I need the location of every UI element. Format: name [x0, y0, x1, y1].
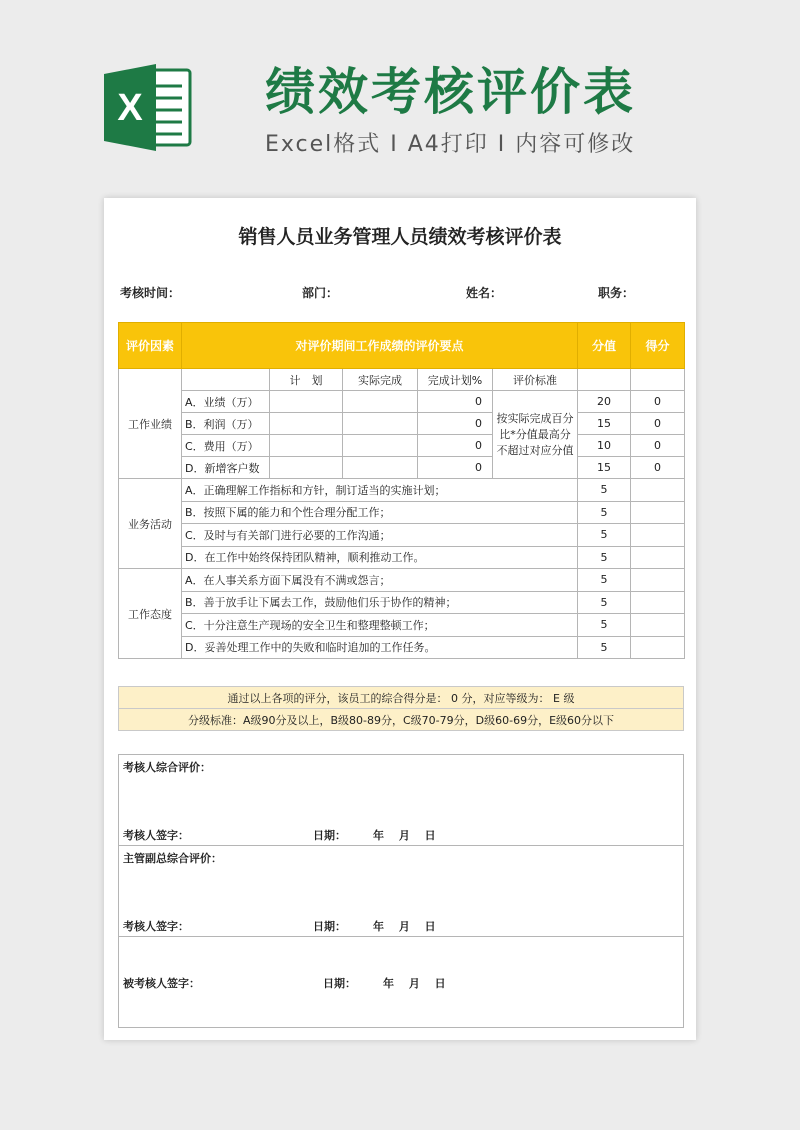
reviewer-comment-label: 考核人综合评价： — [123, 761, 211, 774]
got-cell[interactable] — [631, 524, 685, 547]
table-row — [119, 569, 685, 592]
summary-table — [118, 686, 684, 731]
score-cell: 5 — [578, 591, 631, 614]
header-points: 对评价期间工作成绩的评价要点 — [182, 323, 578, 369]
attitude-label: 工作态度 — [119, 569, 182, 659]
document-title: 销售人员业务管理人员绩效考核评价表 — [238, 226, 562, 248]
got-cell[interactable] — [631, 591, 685, 614]
actual-cell[interactable] — [343, 457, 418, 479]
plan-cell[interactable] — [270, 457, 343, 479]
activity-item: D．在工作中始终保持团队精神，顺利推动工作。 — [182, 546, 578, 569]
perf-item: C．费用（万） — [182, 435, 270, 457]
table-row — [119, 546, 685, 569]
actual-cell[interactable] — [343, 413, 418, 435]
actual-cell[interactable] — [343, 391, 418, 413]
table-row — [119, 524, 685, 547]
score-cell: 5 — [578, 636, 631, 659]
date-label: 日期： — [323, 977, 356, 990]
score-cell: 15 — [578, 413, 631, 435]
signature-table — [118, 754, 684, 1028]
got-cell[interactable] — [631, 479, 685, 502]
dept-label: 部门： — [302, 286, 339, 300]
reviewer-comment-box[interactable] — [119, 755, 684, 846]
table-row — [119, 501, 685, 524]
score-cell: 5 — [578, 546, 631, 569]
table-row — [119, 457, 685, 479]
manager-comment-box[interactable] — [119, 846, 684, 937]
name-label: 姓名： — [466, 286, 503, 300]
pct-cell: 0 — [418, 435, 493, 457]
activity-item: B．按照下属的能力和个性合理分配工作； — [182, 501, 578, 524]
pct-cell: 0 — [418, 457, 493, 479]
got-cell[interactable] — [631, 501, 685, 524]
header-factor: 评价因素 — [119, 323, 182, 369]
score-cell: 5 — [578, 479, 631, 502]
plan-cell[interactable] — [270, 413, 343, 435]
date-ymd: 年 月 日 — [373, 920, 436, 933]
got-cell[interactable]: 0 — [631, 413, 685, 435]
attitude-item: B．善于放手让下属去工作，鼓励他们乐于协作的精神； — [182, 591, 578, 614]
perf-item: D．新增客户数 — [182, 457, 270, 479]
banner-title: 绩效考核评价表 — [265, 63, 636, 121]
score-cell: 5 — [578, 614, 631, 637]
table-row — [119, 591, 685, 614]
got-cell[interactable]: 0 — [631, 435, 685, 457]
got-cell[interactable] — [631, 636, 685, 659]
date-ymd: 年 月 日 — [383, 977, 446, 990]
pct-cell: 0 — [418, 391, 493, 413]
perf-label: 工作业绩 — [119, 369, 182, 479]
time-label: 考核时间： — [120, 286, 181, 300]
logo-letter: X — [117, 87, 143, 129]
activity-item: A．正确理解工作指标和方针，制订适当的实施计划； — [182, 479, 578, 502]
header-score: 分值 — [578, 323, 631, 369]
summary-score-line: 通过以上各项的评分，该员工的综合得分是： 0 分，对应等级为： E 级 — [119, 687, 684, 709]
date-label: 日期： — [313, 920, 346, 933]
table-row — [119, 636, 685, 659]
got-cell[interactable]: 0 — [631, 391, 685, 413]
perf-item: B．利润（万） — [182, 413, 270, 435]
table-row — [119, 413, 685, 435]
score-cell: 20 — [578, 391, 631, 413]
attitude-item: D．妥善处理工作中的失败和临时追加的工作任务。 — [182, 636, 578, 659]
reviewee-sign-box[interactable] — [119, 937, 684, 1028]
sub-std: 评价标准 — [493, 369, 578, 391]
date-label: 日期： — [313, 829, 346, 842]
score-cell: 5 — [578, 569, 631, 592]
got-cell[interactable] — [631, 569, 685, 592]
evaluation-table — [118, 322, 685, 659]
sub-plan: 计 划 — [270, 369, 343, 391]
perf-standard: 按实际完成百分比*分值最高分不超过对应分值 — [493, 391, 578, 479]
attitude-item: C．十分注意生产现场的安全卫生和整理整顿工作； — [182, 614, 578, 637]
sub-pct: 完成计划% — [418, 369, 493, 391]
activity-item: C．及时与有关部门进行必要的工作沟通； — [182, 524, 578, 547]
date-ymd: 年 月 日 — [373, 829, 436, 842]
banner — [0, 0, 800, 190]
score-cell: 5 — [578, 501, 631, 524]
pct-cell: 0 — [418, 413, 493, 435]
reviewer-sign-label: 考核人签字： — [123, 829, 189, 842]
manager-comment-label: 主管副总综合评价： — [123, 852, 222, 865]
got-cell[interactable]: 0 — [631, 457, 685, 479]
role-label: 职务： — [598, 286, 635, 300]
excel-logo-icon — [100, 60, 195, 155]
actual-cell[interactable] — [343, 435, 418, 457]
document-page — [104, 198, 696, 1040]
table-row — [119, 391, 685, 413]
reviewer-sign-label: 考核人签字： — [123, 920, 189, 933]
plan-cell[interactable] — [270, 435, 343, 457]
sub-actual: 实际完成 — [343, 369, 418, 391]
plan-cell[interactable] — [270, 391, 343, 413]
perf-item: A．业绩（万） — [182, 391, 270, 413]
got-cell[interactable] — [631, 614, 685, 637]
score-cell: 15 — [578, 457, 631, 479]
score-cell: 5 — [578, 524, 631, 547]
table-row — [119, 479, 685, 502]
table-row — [119, 435, 685, 457]
got-cell[interactable] — [631, 546, 685, 569]
summary-grade-standard: 分级标准：A级90分及以上，B级80-89分，C级70-79分，D级60-69分，E级60分以下 — [119, 709, 684, 731]
activity-label: 业务活动 — [119, 479, 182, 569]
header-got: 得分 — [631, 323, 685, 369]
banner-subtitle: Excel格式 I A4打印 I 内容可修改 — [265, 132, 636, 157]
table-row — [119, 614, 685, 637]
reviewee-sign-label: 被考核人签字： — [123, 977, 200, 990]
attitude-item: A．在人事关系方面下属没有不满或怨言； — [182, 569, 578, 592]
score-cell: 10 — [578, 435, 631, 457]
